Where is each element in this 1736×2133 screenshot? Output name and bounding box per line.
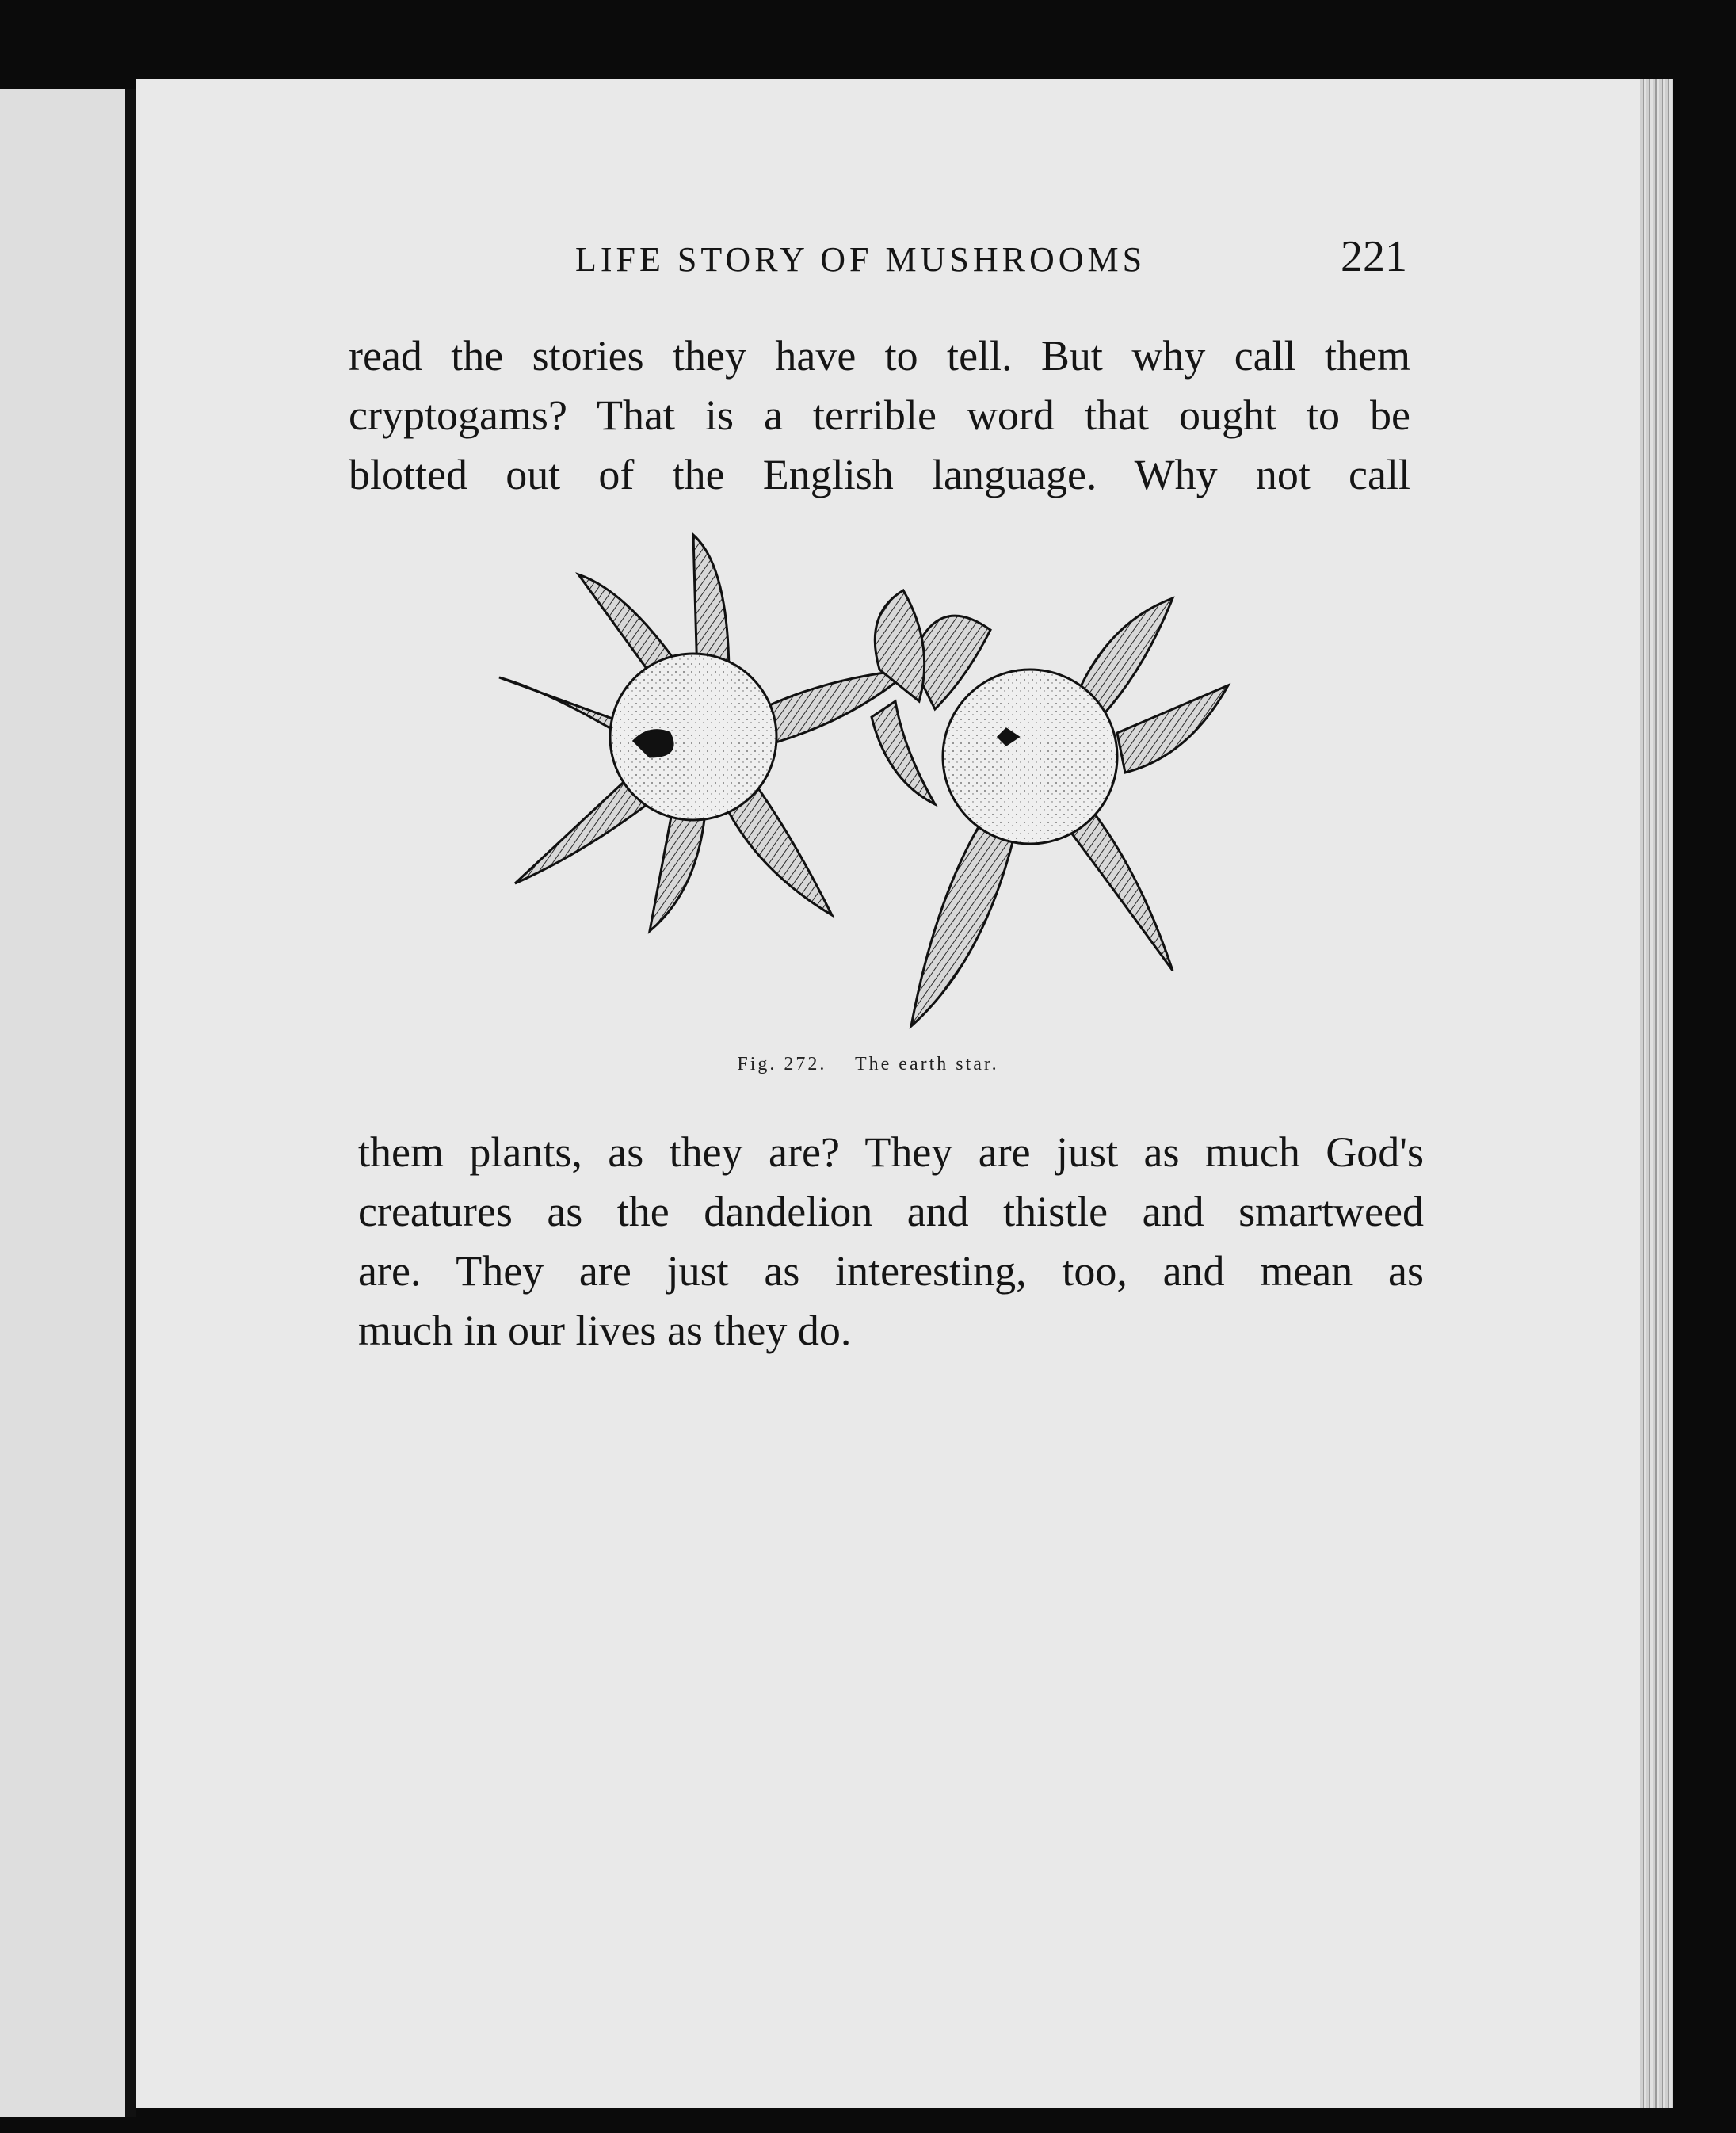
running-title: LIFE STORY OF MUSHROOMS xyxy=(575,240,1147,279)
earth-star-illustration xyxy=(491,519,1276,1042)
text-line: cryptogams? That is a terrible word that ought to be xyxy=(349,391,1410,439)
figure-label: Fig. 272. xyxy=(737,1054,827,1074)
text-line: creatures as the dandelion and thistle and smartweed xyxy=(358,1188,1424,1235)
left-page-edge xyxy=(0,89,125,2117)
page-header xyxy=(575,231,1407,287)
earth-star-right xyxy=(872,590,1228,1026)
earth-star-left xyxy=(499,535,911,931)
figure-caption xyxy=(0,1054,1736,1075)
figure-caption-text: The earth star. xyxy=(854,1054,999,1074)
book-gutter xyxy=(125,89,136,2117)
text-line: are. They are just as interesting, too, and mean as xyxy=(358,1247,1424,1295)
paragraph-bottom xyxy=(358,1123,1424,1360)
page-number: 221 xyxy=(1341,232,1407,281)
text-line: read the stories they have to tell. But why call them xyxy=(349,332,1410,380)
text-line: blotted out of the English language. Why not call xyxy=(349,451,1410,498)
text-line: much in our lives as they do. xyxy=(358,1307,852,1354)
paragraph-top xyxy=(349,326,1410,505)
text-line: them plants, as they are? They are just as much God's xyxy=(358,1128,1424,1176)
page-stack-edge xyxy=(1640,79,1673,2108)
